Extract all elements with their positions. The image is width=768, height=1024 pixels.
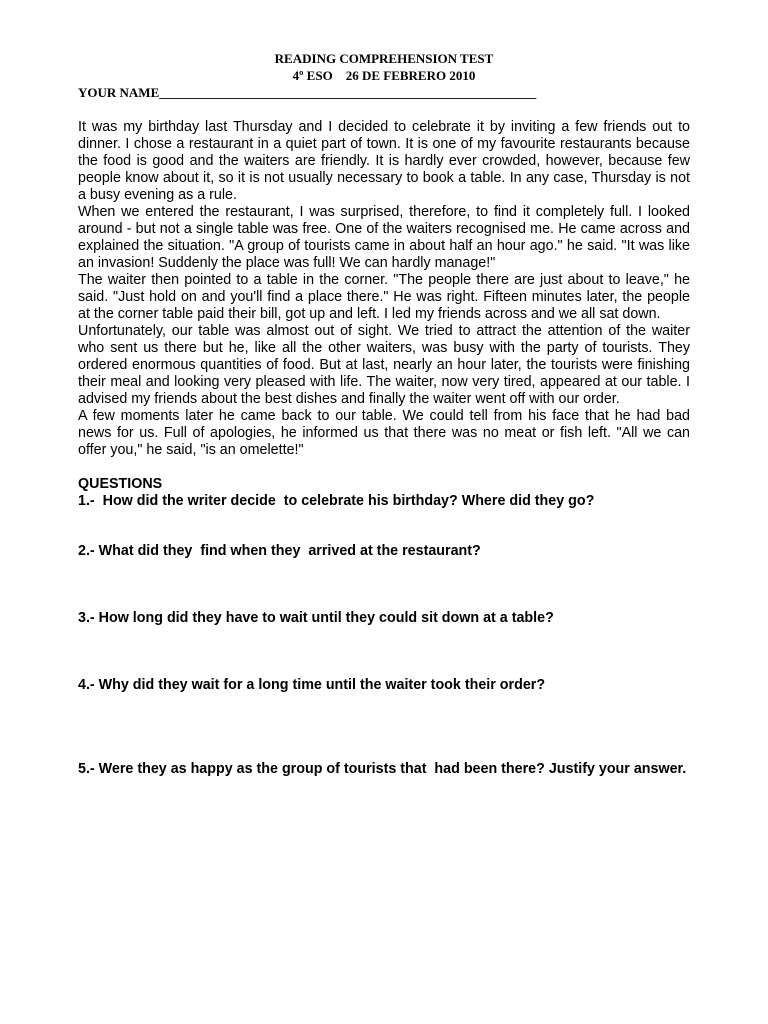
questions-heading: QUESTIONS <box>78 476 163 492</box>
question-3: 3.- How long did they have to wait until they could sit down at a table? <box>78 610 554 626</box>
document-page <box>78 50 690 778</box>
question-5: 5.- Were they as happy as the group of tourists that had been there? Justify your answer. <box>78 761 687 777</box>
reading-passage <box>78 119 690 459</box>
passage-paragraph: The waiter then pointed to a table in the corner. "The people there are just about to leave," he said. "Just hold on and you'll find a place there." He was right. Fifteen minutes later, the people at the corner table paid their bill, got up and left. I led my friends across and we all sat down. <box>78 272 690 322</box>
question-4: 4.- Why did they wait for a long time until the waiter took their order? <box>78 677 546 693</box>
questions-list <box>78 493 690 778</box>
student-name-line: YOUR NAME__________________________________________________________ <box>78 85 537 100</box>
test-subtitle: 4º ESO 26 DE FEBRERO 2010 <box>292 68 476 83</box>
question-1: 1.- How did the writer decide to celebrate his birthday? Where did they go? <box>78 493 595 509</box>
passage-paragraph: A few moments later he came back to our table. We could tell from his face that he had bad news for us. Full of apologies, he informed us that there was no meat or fish left. "All we can offer you," he said, "is an omelette!" <box>78 408 690 458</box>
passage-paragraph: It was my birthday last Thursday and I decided to celebrate it by inviting a few friends out to dinner. I chose a restaurant in a quiet part of town. It is one of my favourite restaurants because the food is good and the waiters are friendly. It is hardly ever crowded, however, because few people know about it, so it is not usually necessary to book a table. In any case, Thursday is not a busy evening as a rule. <box>78 119 690 203</box>
passage-paragraph: When we entered the restaurant, I was surprised, therefore, to find it completely full. I looked around - but not a single table was free. One of the waiters recognised me. He came across and explained the situation. "A group of tourists came in about half an hour ago." he said. "It was like an invasion! Suddenly the place was full! We can hardly manage!" <box>78 204 690 271</box>
test-title: READING COMPREHENSION TEST <box>274 51 494 66</box>
passage-paragraph: Unfortunately, our table was almost out of sight. We tried to attract the attention of the waiter who sent us there but he, like all the other waiters, was busy with the party of tourists. They ordered enormous quantities of food. But at last, nearly an hour later, the tourists were finishing their meal and looking very pleased with life. The waiter, now very tired, appeared at our table. I advised my friends about the best dishes and finally the waiter went off with our order. <box>78 323 690 407</box>
question-2: 2.- What did they find when they arrived at the restaurant? <box>78 543 481 559</box>
